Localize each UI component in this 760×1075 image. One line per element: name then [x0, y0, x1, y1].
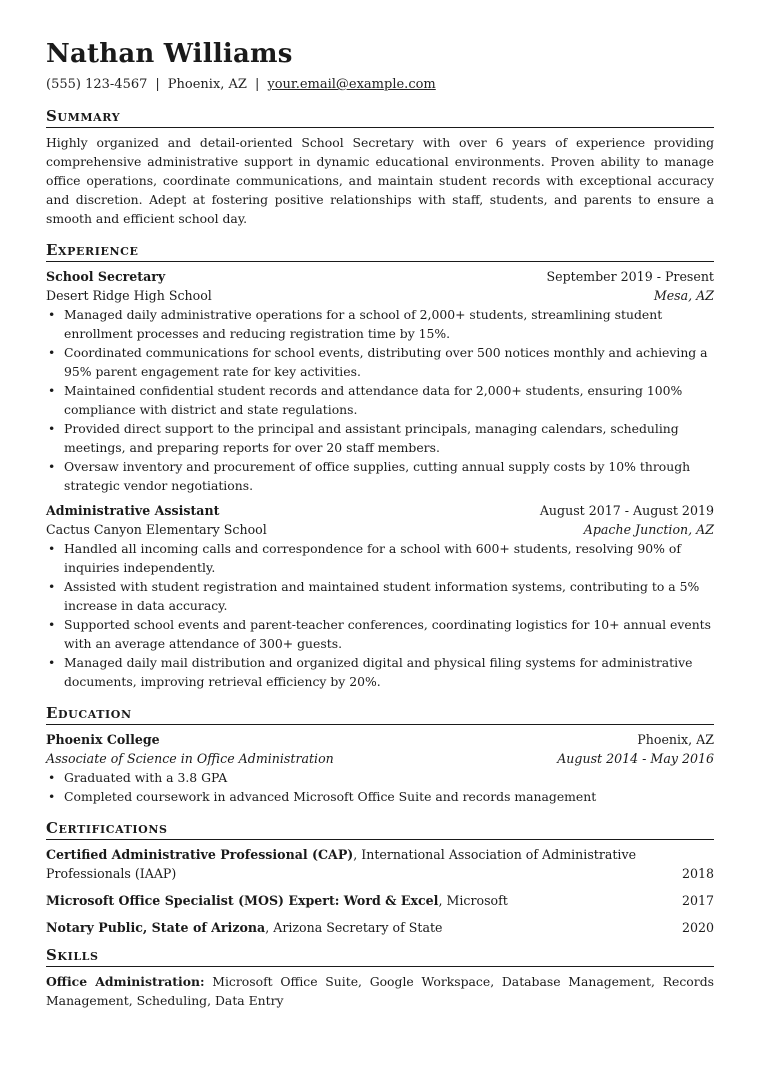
- job-dates: September 2019 - Present: [546, 269, 714, 284]
- job-bullets: [46, 305, 714, 495]
- bullet-item: • Maintained confidential student records and attendance data for 2,000+ students, ensuring 100% compliance with district and state regulations.: [64, 381, 714, 419]
- resume-page: [46, 38, 714, 1010]
- education-bullets: [46, 768, 714, 806]
- job-subheader: [46, 286, 714, 305]
- section-title-skills: Skills: [46, 945, 714, 967]
- certification-issuer: Arizona Secretary of State: [273, 920, 443, 935]
- section-title-summary: Summary: [46, 106, 714, 128]
- bullet-item: • Assisted with student registration and maintained student information systems, contributing to a 5% increase in data accuracy.: [64, 577, 714, 615]
- job-employer: Desert Ridge High School: [46, 288, 212, 303]
- experience-section: [46, 240, 714, 691]
- certification-issuer: International Association of Administrative Professionals (IAAP): [46, 847, 637, 881]
- school-location: Phoenix, AZ: [637, 732, 714, 747]
- job-bullets: [46, 539, 714, 691]
- job-entry: [46, 501, 714, 691]
- education-header: [46, 730, 714, 749]
- certification-issuer: Microsoft: [446, 893, 508, 908]
- education-dates: August 2014 - May 2016: [557, 751, 714, 766]
- certification-name: Certified Administrative Professional (CAP): [46, 847, 354, 862]
- job-dates: August 2017 - August 2019: [539, 503, 714, 518]
- summary-section: [46, 106, 714, 228]
- certification-line: Microsoft Office Specialist (MOS) Expert: Word & Excel, Microsoft 2017: [46, 893, 714, 908]
- job-location: Apache Junction, AZ: [583, 522, 714, 537]
- job-location: Mesa, AZ: [653, 288, 714, 303]
- job-subheader: [46, 520, 714, 539]
- contact-line: [46, 76, 714, 94]
- section-title-experience: Experience: [46, 240, 714, 262]
- certification-year: 2017: [681, 893, 714, 908]
- certification-name: Microsoft Office Specialist (MOS) Expert: Word & Excel: [46, 893, 439, 908]
- section-title-education: Education: [46, 703, 714, 725]
- summary-text: Highly organized and detail-oriented School Secretary with over 6 years of experience providing comprehensive administrative support in dynamic educational environments. Proven ability to manage office operations, coordinate communications, and maintain student records with exceptional accuracy and discretion. Adept at fostering positive relationships with staff, students, and parents to ensure a smooth and efficient school day.: [46, 135, 714, 226]
- section-title-certifications: Certifications: [46, 818, 714, 840]
- job-employer: Cactus Canyon Elementary School: [46, 522, 267, 537]
- degree-name: Associate of Science in Office Administration: [46, 751, 334, 766]
- certification-entry: [46, 891, 714, 910]
- bullet-item: • Handled all incoming calls and correspondence for a school with 600+ students, resolving 90% of inquiries independently.: [64, 539, 714, 577]
- contact-separator: |: [155, 77, 160, 92]
- job-role: School Secretary: [46, 269, 166, 284]
- bullet-item: • Coordinated communications for school events, distributing over 500 notices monthly and achieving a 95% parent engagement rate for key activities.: [64, 343, 714, 381]
- skills-text: Microsoft Office Suite, Google Workspace, Database Management, Records Management, Scheduling, Data Entry: [46, 974, 714, 1008]
- phone-number: (555) 123-4567: [46, 77, 148, 92]
- bullet-item: • Provided direct support to the principal and assistant principals, managing calendars, scheduling meetings, and preparing reports for over 20 staff members.: [64, 419, 714, 457]
- certifications-section: [46, 818, 714, 937]
- job-header: [46, 267, 714, 286]
- education-section: [46, 703, 714, 806]
- certification-year: 2020: [681, 920, 714, 935]
- location: Phoenix, AZ: [167, 77, 247, 92]
- bullet-item: • Completed coursework in advanced Microsoft Office Suite and records management: [64, 787, 714, 806]
- skills-section: [46, 945, 714, 1010]
- job-role: Administrative Assistant: [46, 503, 220, 518]
- bullet-item: • Supported school events and parent-teacher conferences, coordinating logistics for 10+ annual events with an average attendance of 300+ guests.: [64, 615, 714, 653]
- bullet-item: • Managed daily mail distribution and organized digital and physical filing systems for administrative documents, improving retrieval efficiency by 20%.: [64, 653, 714, 691]
- certification-entry: [46, 918, 714, 937]
- contact-separator: |: [254, 77, 260, 92]
- education-subheader: [46, 749, 714, 768]
- skills-line: [46, 972, 714, 1010]
- bullet-item: • Managed daily administrative operations for a school of 2,000+ students, streamlining student enrollment processes and reducing registration time by 15%.: [64, 305, 714, 343]
- candidate-name: Nathan Williams: [46, 39, 293, 69]
- bullet-item: • Graduated with a 3.8 GPA: [64, 768, 714, 787]
- certification-name: Notary Public, State of Arizona: [46, 920, 266, 935]
- certification-line: Certified Administrative Professional (CAP), International Association of Administrative Professionals (IAAP) 2018: [46, 847, 714, 881]
- job-entry: [46, 267, 714, 495]
- email-link[interactable]: your.email@example.com: [267, 77, 436, 92]
- certification-year: 2018: [681, 866, 714, 881]
- certification-entry: [46, 845, 714, 883]
- skills-label: Office Administration:: [46, 974, 205, 989]
- job-header: [46, 501, 714, 520]
- certification-line: Notary Public, State of Arizona, Arizona Secretary of State 2020: [46, 920, 714, 935]
- bullet-item: • Oversaw inventory and procurement of office supplies, cutting annual supply costs by 10% through strategic vendor negotiations.: [64, 457, 714, 495]
- school-name: Phoenix College: [46, 732, 160, 747]
